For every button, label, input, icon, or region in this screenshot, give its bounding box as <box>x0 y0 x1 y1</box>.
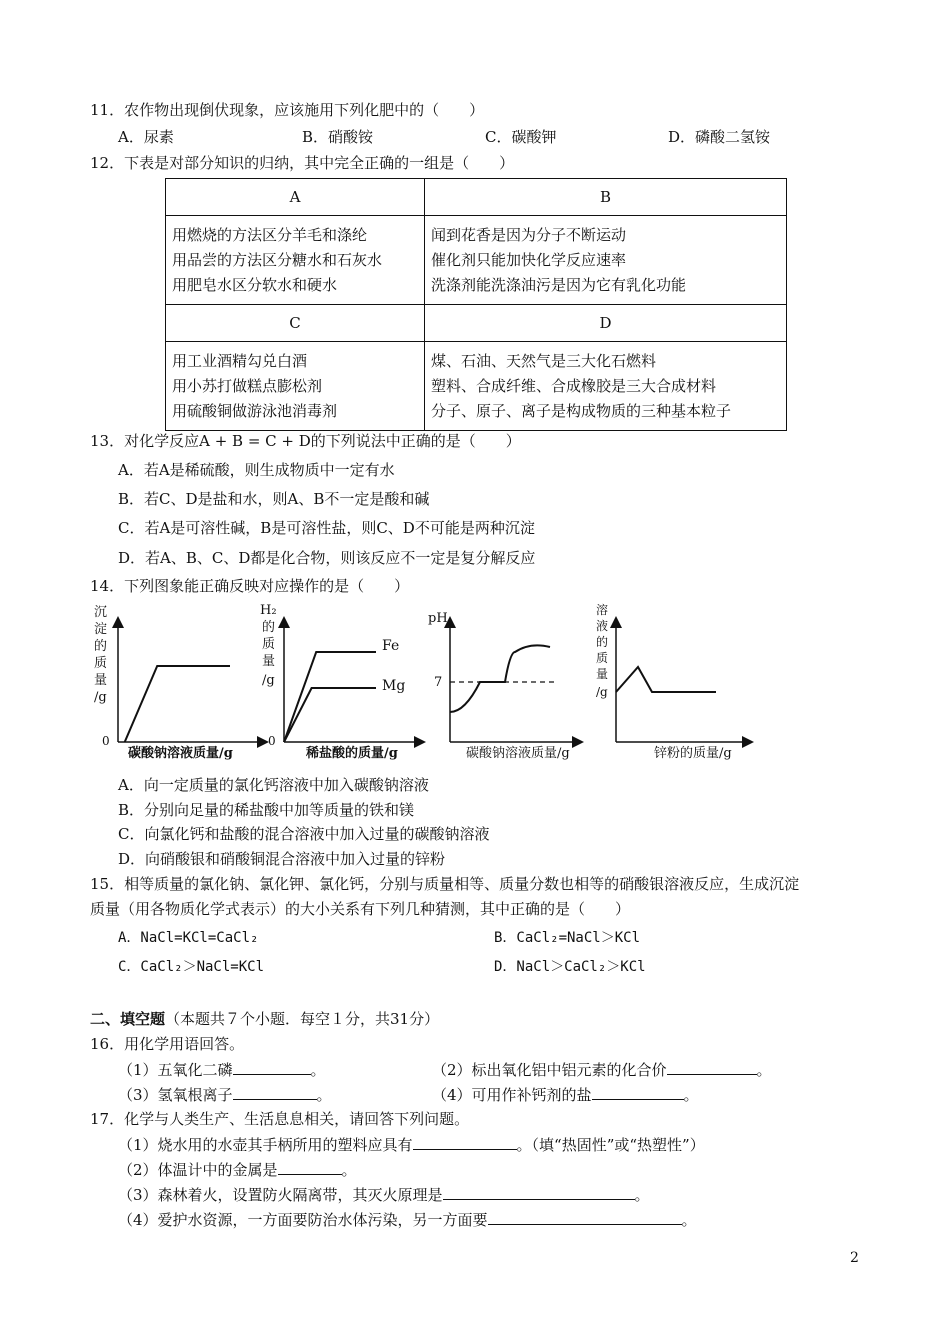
q11-stem: 11．农作物出现倒伏现象，应该施用下列化肥中的（ ） <box>90 101 485 119</box>
q16-item-3-period: 。 <box>316 1086 332 1104</box>
graph-c <box>428 611 578 760</box>
table-cell-d <box>425 342 787 431</box>
table-header-a: A <box>166 179 425 216</box>
table-header-b: B <box>425 179 787 216</box>
cell-c-line-3: 用硫酸铜做游泳池消毒剂 <box>172 401 338 420</box>
graph-b <box>260 603 420 760</box>
q11-option-a[interactable]: A．尿素 <box>118 128 174 146</box>
q17-item-2-period: 。 <box>341 1161 357 1179</box>
q17-blank-4[interactable] <box>488 1209 682 1225</box>
q16-item-2-label: （2）标出氧化铝中铝元素的化合价 <box>432 1061 667 1079</box>
q14-option-c[interactable]: C．向氯化钙和盐酸的混合溶液中加入过量的碳酸钠溶液 <box>118 825 490 843</box>
q11-option-c[interactable]: C．碳酸钾 <box>485 128 557 146</box>
cell-b-line-3: 洗涤剂能洗涤油污是因为它有乳化功能 <box>431 275 687 294</box>
graph-d-curve <box>616 667 716 692</box>
table-cell-b <box>425 216 787 305</box>
table-cell-c <box>166 342 425 431</box>
graph-b-ylabel-1: H₂ <box>260 603 277 618</box>
q13-option-d[interactable]: D．若A、B、C、D都是化合物，则该反应不一定是复分解反应 <box>118 549 536 567</box>
graph-c-tick-7: 7 <box>434 675 443 690</box>
table-header-d: D <box>425 305 787 342</box>
q15-option-c[interactable]: C．CaCl₂＞NaCl=KCl <box>118 959 265 975</box>
q15-option-b[interactable]: B．CaCl₂=NaCl＞KCl <box>494 930 641 946</box>
q13-stem: 13．对化学反应A + B = C + D的下列说法中正确的是（ ） <box>90 432 521 450</box>
graph-a-ylabel-5: 量 <box>94 673 108 688</box>
q16-item-1 <box>118 1059 326 1080</box>
graph-b-fe-label: Fe <box>382 638 400 654</box>
graph-a <box>94 605 263 760</box>
cell-d-line-2: 塑料、合成纤维、合成橡胶是三大合成材料 <box>431 376 717 395</box>
q11-option-b[interactable]: B．硝酸铵 <box>302 128 374 146</box>
q14-option-b[interactable]: B．分别向足量的稀盐酸中加等质量的铁和镁 <box>118 801 415 819</box>
graph-d <box>596 602 748 760</box>
q13-option-b[interactable]: B．若C、D是盐和水，则A、B不一定是酸和碱 <box>118 490 430 508</box>
graph-a-xlabel: 碳酸钠溶液质量/g <box>128 746 233 760</box>
cell-a-line-3: 用肥皂水区分软水和硬水 <box>172 275 338 294</box>
graph-a-ylabel-3: 的 <box>94 639 108 654</box>
q16-item-2-period: 。 <box>756 1061 772 1079</box>
graph-c-xlabel: 碳酸钠溶液质量/g <box>466 746 570 760</box>
graph-a-ylabel-4: 质 <box>94 656 108 671</box>
q16-stem: 16．用化学用语回答。 <box>90 1035 245 1053</box>
cell-a-line-1: 用燃烧的方法区分羊毛和涤纶 <box>172 225 368 244</box>
q17-item-1-label: （1）烧水用的水壶其手柄所用的塑料应具有 <box>118 1136 413 1154</box>
graph-c-ylabel: pH <box>428 611 448 626</box>
graph-b-ylabel-3: 质 <box>262 637 276 652</box>
q16-blank-1[interactable] <box>233 1059 311 1075</box>
cell-b-line-2: 催化剂只能加快化学反应速率 <box>431 250 627 269</box>
graph-d-ylabel-5: 量 <box>596 667 609 681</box>
q14-option-d[interactable]: D．向硝酸银和硝酸铜混合溶液中加入过量的锌粉 <box>118 850 446 868</box>
q17-item-3-label: （3）森林着火，设置防火隔离带，其灭火原理是 <box>118 1186 443 1204</box>
q17-item-4 <box>118 1209 697 1230</box>
graph-b-curve-mg <box>284 688 376 742</box>
q17-blank-3[interactable] <box>443 1184 635 1200</box>
q17-item-1 <box>118 1134 705 1155</box>
graph-a-ylabel-6: /g <box>94 690 107 705</box>
graph-d-ylabel-3: 的 <box>596 635 609 649</box>
q16-blank-3[interactable] <box>233 1084 317 1100</box>
q16-blank-4[interactable] <box>592 1084 684 1100</box>
table-header-c: C <box>166 305 425 342</box>
q17-blank-1[interactable] <box>413 1134 517 1150</box>
graph-d-ylabel-2: 液 <box>596 619 609 633</box>
cell-c-line-1: 用工业酒精勾兑白酒 <box>172 351 308 370</box>
q17-item-4-period: 。 <box>681 1211 697 1229</box>
q16-item-1-label: （1）五氧化二磷 <box>118 1061 233 1079</box>
q17-blank-2[interactable] <box>278 1159 342 1175</box>
q17-item-1-hint: 。（填“热固性”或“热塑性”） <box>516 1136 705 1154</box>
cell-c-line-2: 用小苏打做糕点膨松剂 <box>172 376 323 395</box>
q17-item-3-period: 。 <box>634 1186 650 1204</box>
q15-option-d[interactable]: D．NaCl＞CaCl₂＞KCl <box>494 959 646 975</box>
graph-b-mg-label: Mg <box>382 678 406 694</box>
q16-item-3-label: （3）氢氧根离子 <box>118 1086 233 1104</box>
q13-option-a[interactable]: A．若A是稀硫酸，则生成物质中一定有水 <box>118 461 395 479</box>
graph-b-origin: 0 <box>268 734 276 748</box>
q16-item-1-period: 。 <box>310 1061 326 1079</box>
q17-item-4-label: （4）爱护水资源，一方面要防治水体污染，另一方面要 <box>118 1211 488 1229</box>
q17-item-2 <box>118 1159 357 1180</box>
q13-option-c[interactable]: C．若A是可溶性碱，B是可溶性盐，则C、D不可能是两种沉淀 <box>118 519 535 537</box>
cell-a-line-2: 用品尝的方法区分糖水和石灰水 <box>172 250 383 269</box>
graph-b-xlabel: 稀盐酸的质量/g <box>306 746 398 760</box>
q14-stem: 14．下列图象能正确反映对应操作的是（ ） <box>90 577 410 595</box>
graph-a-ylabel-2: 淀 <box>94 622 108 637</box>
q16-item-4-label: （4）可用作补钙剂的盐 <box>432 1086 592 1104</box>
cell-b-line-1: 闻到花香是因为分子不断运动 <box>431 225 627 244</box>
q12-stem: 12．下表是对部分知识的归纳，其中完全正确的一组是（ ） <box>90 154 515 172</box>
q14-graphs <box>88 600 808 760</box>
q17-item-2-label: （2）体温计中的金属是 <box>118 1161 278 1179</box>
graph-c-curve <box>450 645 550 712</box>
q17-stem: 17．化学与人类生产、生活息息相关，请回答下列问题。 <box>90 1110 470 1128</box>
q16-item-4-period: 。 <box>683 1086 699 1104</box>
cell-d-line-1: 煤、石油、天然气是三大化石燃料 <box>431 351 657 370</box>
q15-stem-line-2: 质量（用各物质化学式表示）的大小关系有下列几种猜测，其中正确的是（ ） <box>90 900 631 918</box>
q14-option-a[interactable]: A．向一定质量的氯化钙溶液中加入碳酸钠溶液 <box>118 776 429 794</box>
q12-knowledge-table <box>165 178 787 431</box>
q16-item-4 <box>432 1084 699 1105</box>
graph-a-curve <box>125 666 230 742</box>
section-2-note: （本题共７个小题．每空１分，共31分） <box>165 1010 440 1028</box>
section-2-heading <box>90 1009 439 1029</box>
graph-d-xlabel: 锌粉的质量/g <box>654 746 732 760</box>
section-2-title: 二、填空题 <box>90 1010 166 1028</box>
graph-d-ylabel-4: 质 <box>596 651 609 665</box>
graph-b-ylabel-5: /g <box>262 673 275 688</box>
graph-d-ylabel-1: 溶 <box>596 603 609 617</box>
graph-a-ylabel-1: 沉 <box>94 605 108 620</box>
q17-item-3 <box>118 1184 650 1205</box>
graph-a-origin: 0 <box>102 734 110 748</box>
table-cell-a <box>166 216 425 305</box>
page-number: 2 <box>850 1250 859 1266</box>
q11-option-d[interactable]: D．磷酸二氢铵 <box>668 128 771 146</box>
q16-item-2 <box>432 1059 772 1080</box>
q15-stem-line-1: 15．相等质量的氯化钠、氯化钾、氯化钙，分别与质量相等、质量分数也相等的硝酸银溶液反应，生成沉淀 <box>90 875 800 893</box>
graph-b-ylabel-4: 量 <box>262 654 276 669</box>
q16-item-3 <box>118 1084 332 1105</box>
graph-d-ylabel-6: /g <box>596 685 608 699</box>
q15-option-a[interactable]: A．NaCl=KCl=CaCl₂ <box>118 930 259 946</box>
q16-blank-2[interactable] <box>667 1059 757 1075</box>
graph-b-curve-fe <box>284 652 376 742</box>
graph-b-ylabel-2: 的 <box>262 620 276 635</box>
cell-d-line-3: 分子、原子、离子是构成物质的三种基本粒子 <box>431 401 732 420</box>
